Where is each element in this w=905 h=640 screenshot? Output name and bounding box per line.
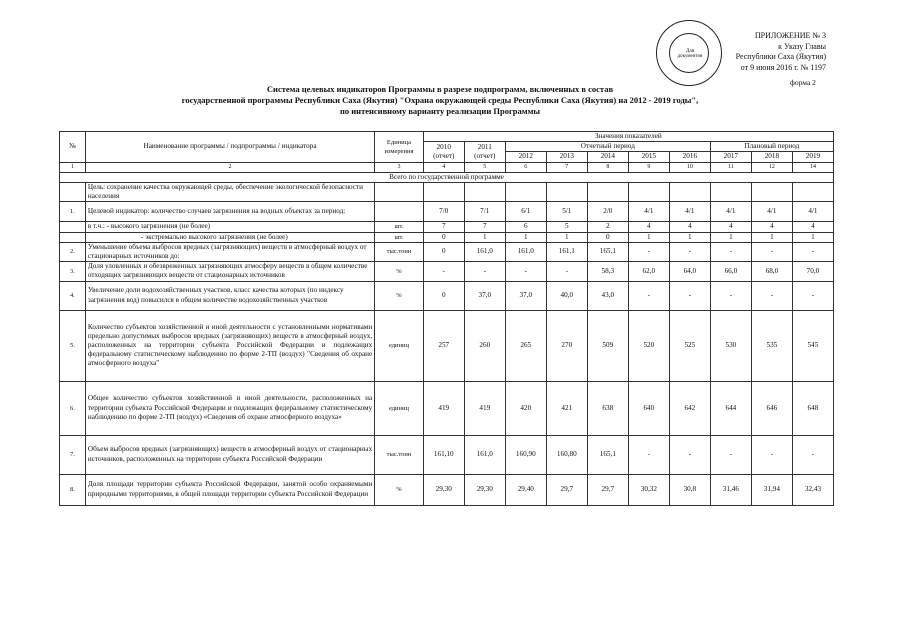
indicator-name: - экстремально высокого загрязнения (не более) — [85, 232, 374, 242]
value-cell: 4 — [628, 222, 669, 232]
value-cell: 4 — [751, 222, 792, 232]
header-year: 2019 — [792, 152, 833, 162]
table-row — [60, 222, 834, 232]
value-cell: 70,0 — [792, 262, 833, 281]
value-cell: 1 — [628, 232, 669, 242]
indicator-name: Общее количество субъектов хозяйственной и иной деятельности, расположенных на территории субъекта Российской Федерации и подлежащих федеральному статистическому наблюдению по форме 2-ТП (воздух) «Сведения об охране атмосферного воздуха» — [85, 381, 374, 435]
header-year: 2017 — [710, 152, 751, 162]
column-number: 7 — [546, 162, 587, 172]
value-cell: - — [669, 242, 710, 261]
value-cell: - — [669, 281, 710, 310]
unit-cell: единиц — [375, 310, 424, 381]
value-cell: - — [710, 435, 751, 474]
table-row — [60, 435, 834, 474]
value-cell: 29,30 — [423, 474, 464, 505]
header-year: 2016 — [669, 152, 710, 162]
value-cell: 646 — [751, 381, 792, 435]
title-line: Система целевых индикаторов Программы в разрезе подпрограмм, включенных в состав — [266, 84, 614, 94]
value-cell: 530 — [710, 310, 751, 381]
value-cell: 4 — [669, 222, 710, 232]
value-cell: 161,1 — [546, 242, 587, 261]
value-cell: 161,0 — [464, 435, 505, 474]
goal-text: Цель: сохранение качества окружающей среды, обеспечение экологической безопасности населения — [85, 183, 374, 202]
empty-cell — [669, 183, 710, 202]
value-cell: 4 — [710, 222, 751, 232]
header-year: 2014 — [587, 152, 628, 162]
value-cell: - — [628, 242, 669, 261]
value-cell: 420 — [505, 381, 546, 435]
value-cell: 29,40 — [505, 474, 546, 505]
value-cell: 270 — [546, 310, 587, 381]
value-cell: 0 — [587, 232, 628, 242]
unit-cell: % — [375, 474, 424, 505]
appendix-line: Республики Саха (Якутия) — [735, 52, 826, 61]
table-row — [60, 202, 834, 222]
value-cell: 509 — [587, 310, 628, 381]
indicator-name: в т.ч.: - высокого загрязнения (не более) — [85, 222, 374, 232]
value-cell: 165,1 — [587, 242, 628, 261]
value-cell: - — [710, 281, 751, 310]
value-cell: 260 — [464, 310, 505, 381]
value-cell: 1 — [464, 232, 505, 242]
indicators-table — [59, 131, 834, 506]
value-cell: 66,0 — [710, 262, 751, 281]
column-number: 12 — [751, 162, 792, 172]
value-cell: 160,90 — [505, 435, 546, 474]
value-cell: 1 — [669, 232, 710, 242]
value-cell: 1 — [792, 232, 833, 242]
value-cell: 6 — [505, 222, 546, 232]
indicator-name: Увеличение доли водохозяйственных участков, класс качества которых (по индексу загрязнения вод) повысился в общем количестве водохозяйственных участков — [85, 281, 374, 310]
unit-cell: единиц — [375, 381, 424, 435]
table-body — [60, 202, 834, 505]
appendix-line: к Указу Главы — [778, 41, 826, 51]
empty-cell — [60, 183, 86, 202]
value-cell: - — [710, 242, 751, 261]
value-cell: 2/0 — [587, 202, 628, 222]
header-values: Значения показателей — [423, 132, 833, 142]
value-cell: 62,0 — [628, 262, 669, 281]
empty-cell — [464, 183, 505, 202]
value-cell: 419 — [423, 381, 464, 435]
value-cell: 43,0 — [587, 281, 628, 310]
seal-text: Для документов — [677, 49, 703, 59]
table-row — [60, 242, 834, 261]
appendix-block — [706, 31, 826, 73]
value-cell: 640 — [628, 381, 669, 435]
empty-cell — [751, 183, 792, 202]
form-number: форма 2 — [790, 78, 816, 87]
title-line: по интенсивному варианту реализации Программы — [340, 106, 540, 116]
unit-cell: шт. — [375, 232, 424, 242]
value-cell: 7/1 — [464, 202, 505, 222]
value-cell: 2 — [587, 222, 628, 232]
table-row — [60, 310, 834, 381]
value-cell: 4/1 — [751, 202, 792, 222]
header-year-2011: 2011 (отчет) — [464, 142, 505, 162]
value-cell: 4/1 — [792, 202, 833, 222]
value-cell: 520 — [628, 310, 669, 381]
value-cell: - — [792, 281, 833, 310]
value-cell: 161,0 — [505, 242, 546, 261]
empty-cell — [587, 183, 628, 202]
header-planned-period: Плановый период — [710, 142, 833, 152]
table-row — [60, 232, 834, 242]
row-number: 1. — [60, 202, 86, 222]
value-cell: 165,1 — [587, 435, 628, 474]
column-number: 2 — [85, 162, 374, 172]
column-number: 8 — [587, 162, 628, 172]
row-number: 2. — [60, 242, 86, 261]
column-number: 11 — [710, 162, 751, 172]
value-cell: 40,0 — [546, 281, 587, 310]
indicator-name: Количество субъектов хозяйственной и иной деятельности с установленными нормативами предельно допустимых выбросов вредных (загрязняющих) веществ в атмосферный воздух, расположенных на территории субъекта Российской Федерации и подлежащих федеральному статистическому наблюдению по форме 2-ТП (воздух) "Сведения об охране атмосферного воздуха" — [85, 310, 374, 381]
value-cell: 419 — [464, 381, 505, 435]
row-number — [60, 222, 86, 232]
table-row — [60, 262, 834, 281]
column-number: 10 — [669, 162, 710, 172]
value-cell: 7 — [464, 222, 505, 232]
value-cell: 535 — [751, 310, 792, 381]
column-number: 1 — [60, 162, 86, 172]
value-cell: 4 — [792, 222, 833, 232]
indicator-name: Доля площади территории субъекта Российской Федерации, занятой особо охраняемыми природными территориями, в общей площади территории субъекта Российской Федерации — [85, 474, 374, 505]
unit-cell: % — [375, 281, 424, 310]
value-cell: 5/1 — [546, 202, 587, 222]
header-year-2010: 2010 (отчет) — [423, 142, 464, 162]
row-number: 7. — [60, 435, 86, 474]
value-cell: 32,43 — [792, 474, 833, 505]
value-cell: 265 — [505, 310, 546, 381]
value-cell: 37,0 — [505, 281, 546, 310]
value-cell: 0 — [423, 281, 464, 310]
row-number: 8. — [60, 474, 86, 505]
value-cell: 4/1 — [669, 202, 710, 222]
value-cell: - — [792, 435, 833, 474]
value-cell: 64,0 — [669, 262, 710, 281]
indicator-name: Целевой индикатор: количество случаев загрязнения на водных объектах за период: — [85, 202, 374, 222]
value-cell: 421 — [546, 381, 587, 435]
row-number: 5. — [60, 310, 86, 381]
row-number: 4. — [60, 281, 86, 310]
empty-cell — [792, 183, 833, 202]
value-cell: 648 — [792, 381, 833, 435]
header-year: 2012 — [505, 152, 546, 162]
title-line: государственной программы Республики Саха (Якутия) "Охрана окружающей среды Республики Саха (Якутия) на 2012 - 2019 годы", — [181, 95, 699, 105]
value-cell: 0 — [423, 242, 464, 261]
value-cell: 6/1 — [505, 202, 546, 222]
value-cell: 638 — [587, 381, 628, 435]
unit-cell: шт. — [375, 222, 424, 232]
value-cell: 29,7 — [546, 474, 587, 505]
value-cell: 1 — [546, 232, 587, 242]
value-cell: 4/1 — [710, 202, 751, 222]
section-title: Всего по государственной программе — [60, 172, 834, 182]
unit-cell: % — [375, 262, 424, 281]
empty-cell — [710, 183, 751, 202]
table-row — [60, 281, 834, 310]
value-cell: 30,32 — [628, 474, 669, 505]
empty-cell — [546, 183, 587, 202]
header-year: 2013 — [546, 152, 587, 162]
value-cell: 31,94 — [751, 474, 792, 505]
value-cell: 644 — [710, 381, 751, 435]
value-cell: 1 — [751, 232, 792, 242]
empty-cell — [375, 183, 424, 202]
indicator-name: Доля уловленных и обезвреженных загрязняющих атмосферу веществ в общем количестве отходящих загрязняющих веществ от стационарных источников — [85, 262, 374, 281]
column-number: 6 — [505, 162, 546, 172]
value-cell: 29,30 — [464, 474, 505, 505]
value-cell: 160,80 — [546, 435, 587, 474]
column-number: 5 — [464, 162, 505, 172]
appendix-date: от 9 июня 2016 г. № 1197 — [740, 62, 826, 72]
empty-cell — [505, 183, 546, 202]
value-cell: 525 — [669, 310, 710, 381]
value-cell: 30,8 — [669, 474, 710, 505]
value-cell: - — [628, 435, 669, 474]
value-cell: 7/0 — [423, 202, 464, 222]
value-cell: 257 — [423, 310, 464, 381]
column-number: 4 — [423, 162, 464, 172]
value-cell: - — [628, 281, 669, 310]
value-cell: 161,10 — [423, 435, 464, 474]
value-cell: 4/1 — [628, 202, 669, 222]
value-cell: - — [669, 435, 710, 474]
header-year: 2018 — [751, 152, 792, 162]
value-cell: 37,0 — [464, 281, 505, 310]
value-cell: 5 — [546, 222, 587, 232]
header-number: № — [60, 132, 86, 163]
column-number: 9 — [628, 162, 669, 172]
column-number: 3 — [375, 162, 424, 172]
document-title — [80, 84, 800, 117]
table-row — [60, 474, 834, 505]
value-cell: 642 — [669, 381, 710, 435]
value-cell: 29,7 — [587, 474, 628, 505]
value-cell: - — [546, 262, 587, 281]
value-cell: 545 — [792, 310, 833, 381]
row-number: 3. — [60, 262, 86, 281]
value-cell: - — [751, 435, 792, 474]
header-reporting-period: Отчетный период — [505, 142, 710, 152]
value-cell: - — [792, 242, 833, 261]
header-unit: Единица измерения — [375, 132, 424, 163]
unit-cell — [375, 202, 424, 222]
value-cell: 7 — [423, 222, 464, 232]
row-number — [60, 232, 86, 242]
value-cell: - — [751, 242, 792, 261]
value-cell: 161,0 — [464, 242, 505, 261]
empty-cell — [628, 183, 669, 202]
appendix-title: ПРИЛОЖЕНИЕ № 3 — [754, 31, 826, 40]
value-cell: 1 — [505, 232, 546, 242]
value-cell: - — [751, 281, 792, 310]
unit-cell: тыс.тонн — [375, 242, 424, 261]
row-number: 6. — [60, 381, 86, 435]
indicator-name: Уменьшение объема выбросов вредных (загрязняющих) веществ в атмосферный воздух от стационарных источников до: — [85, 242, 374, 261]
unit-cell: тыс.тонн — [375, 435, 424, 474]
header-name: Наименование программы / подпрограммы / индикатора — [85, 132, 374, 163]
table-row — [60, 381, 834, 435]
value-cell: 58,3 — [587, 262, 628, 281]
empty-cell — [423, 183, 464, 202]
value-cell: 68,0 — [751, 262, 792, 281]
value-cell: - — [423, 262, 464, 281]
value-cell: 1 — [710, 232, 751, 242]
value-cell: 31,46 — [710, 474, 751, 505]
header-year: 2015 — [628, 152, 669, 162]
value-cell: - — [464, 262, 505, 281]
column-number: 14 — [792, 162, 833, 172]
indicator-name: Объем выбросов вредных (загрязняющих) веществ в атмосферный воздух от стационарных источников, расположенных на территории субъекта Российской Федерации — [85, 435, 374, 474]
value-cell: - — [505, 262, 546, 281]
value-cell: 0 — [423, 232, 464, 242]
